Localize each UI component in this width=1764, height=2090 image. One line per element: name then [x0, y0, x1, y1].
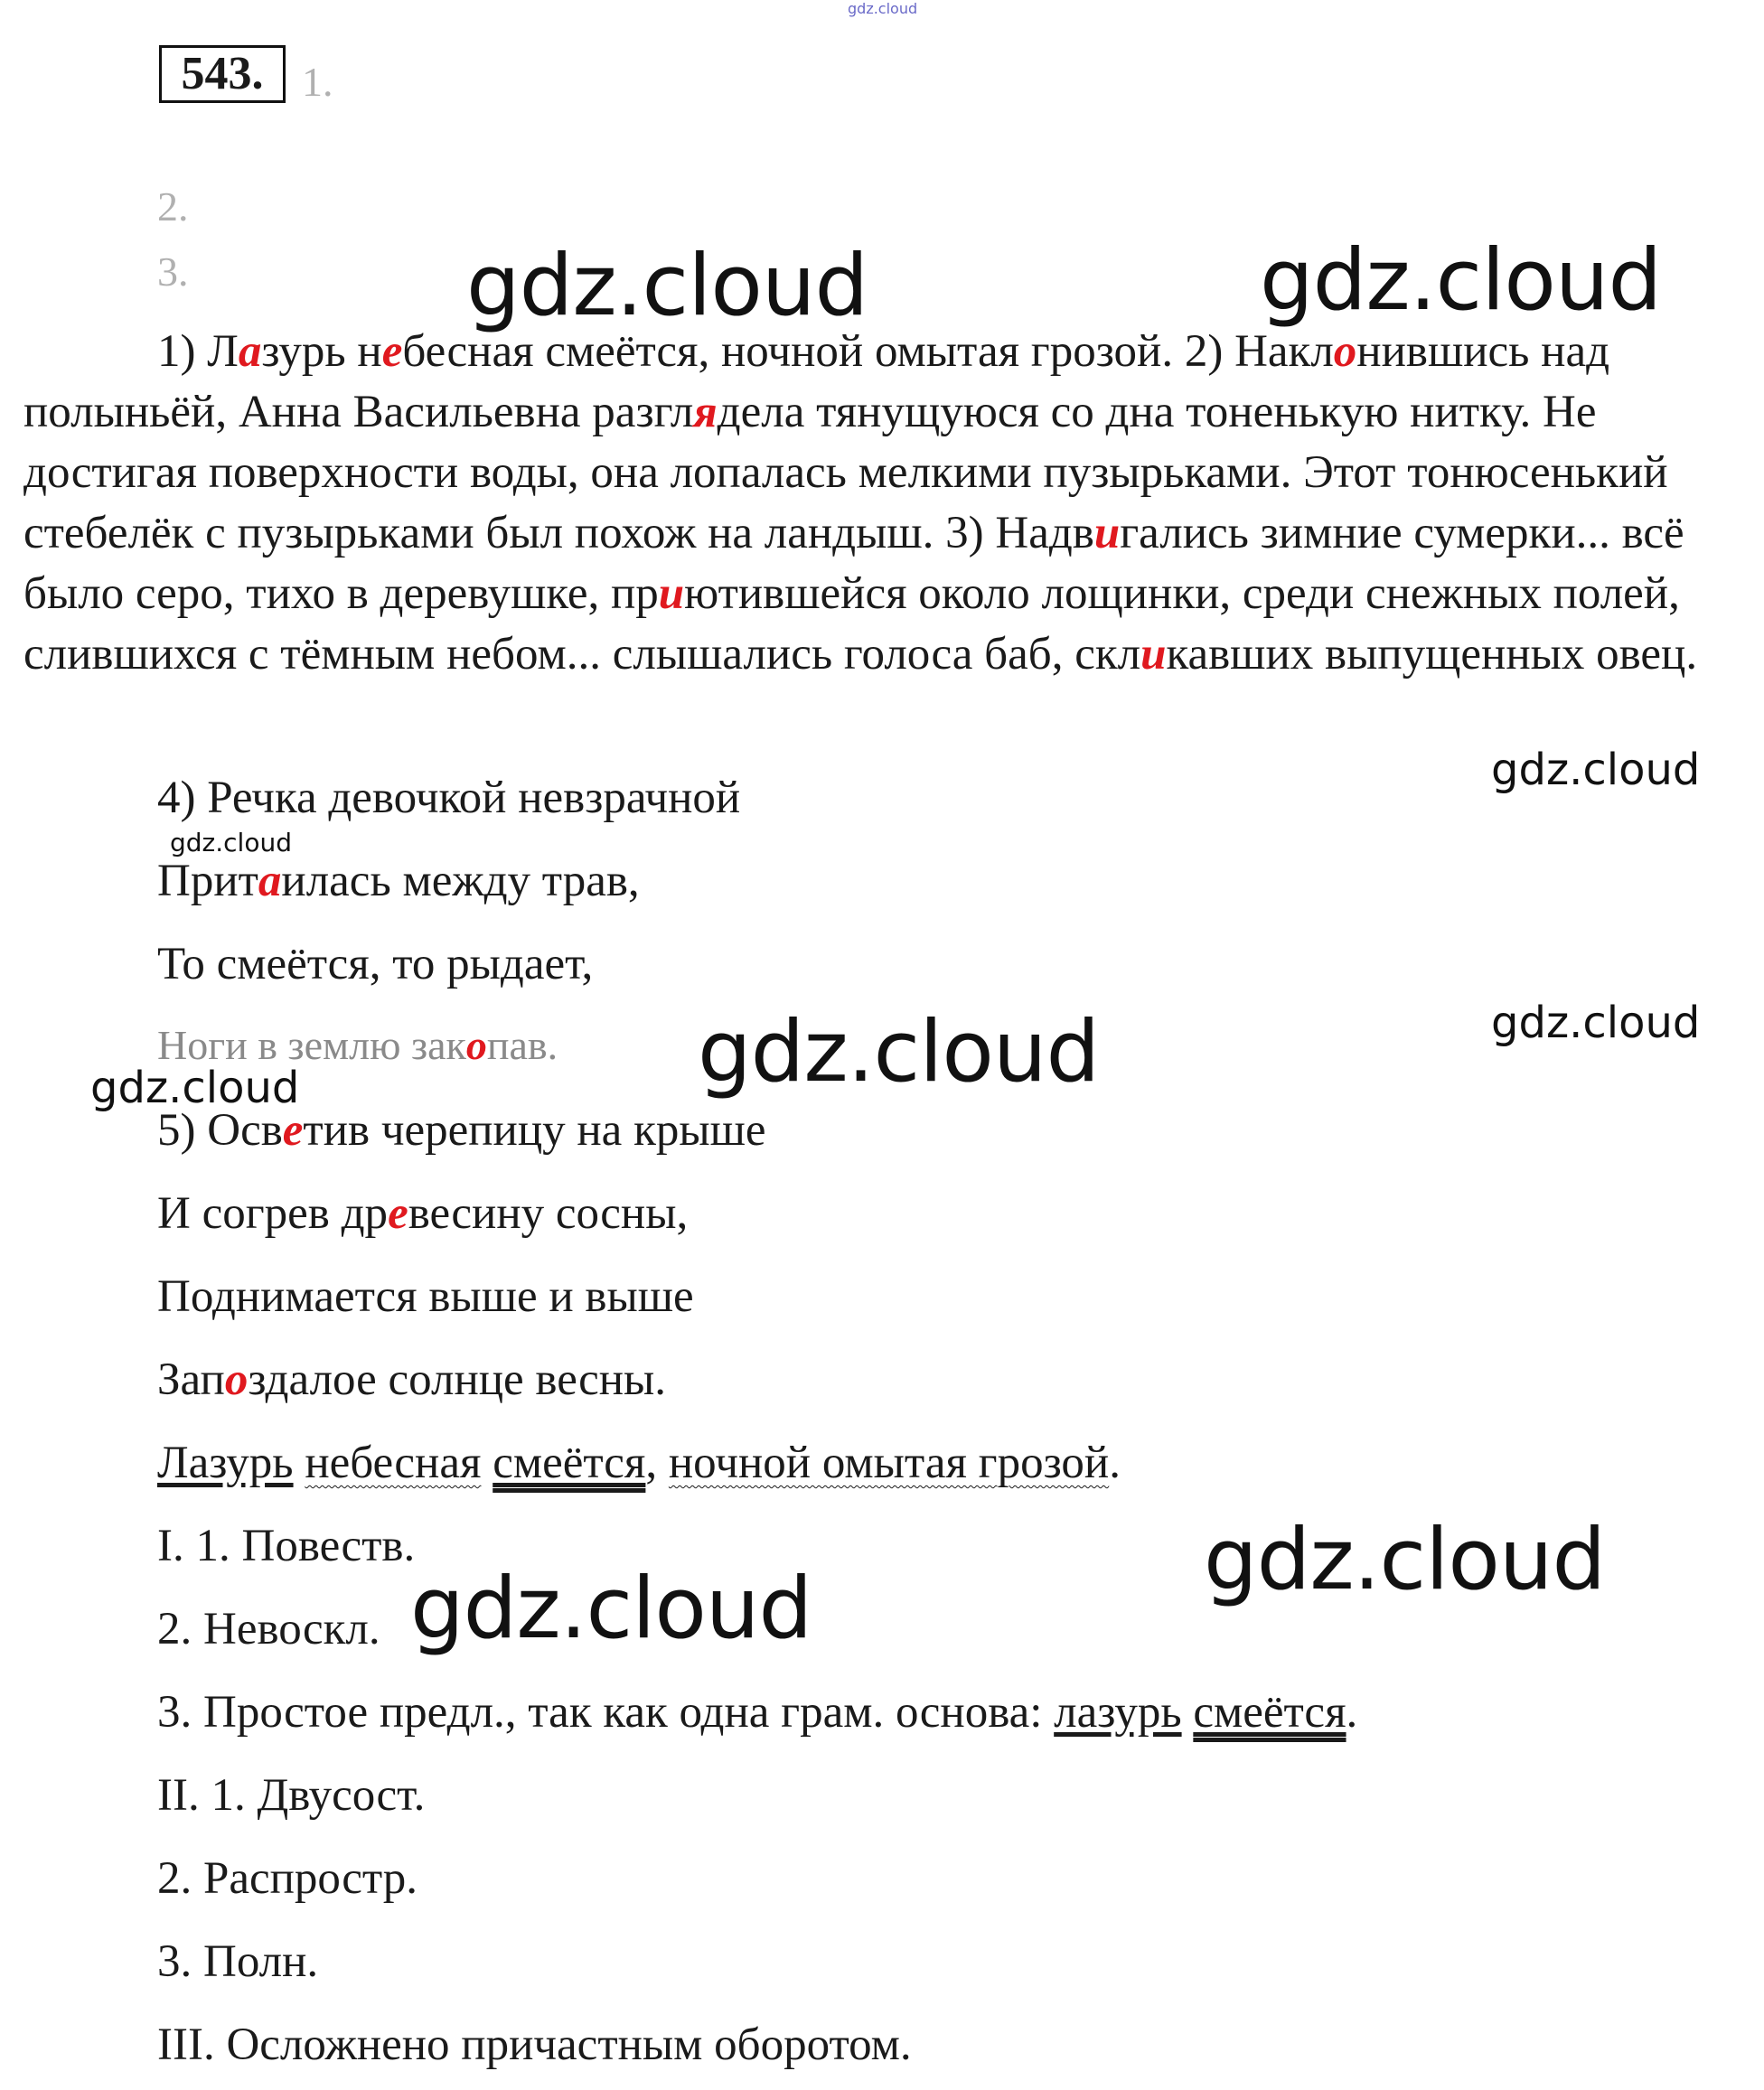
- poem1-line1: 4) Речка девочкой невзрачной: [157, 773, 741, 823]
- analysis-ii2: 2. Распростр.: [157, 1853, 418, 1904]
- analysis-i1: I. 1. Повеств.: [157, 1521, 416, 1571]
- poem2-line1: 5) Осветив черепицу на крыше: [157, 1105, 766, 1156]
- list-number-2: 2.: [157, 183, 189, 230]
- list-number-3: 3.: [157, 248, 189, 295]
- analysis-sentence: Лазурь небесная смеётся, ночной омытая грозой.: [157, 1438, 1121, 1488]
- poem2-line4: Запоздалое солнце весны.: [157, 1354, 667, 1405]
- watermark: gdz.cloud: [1491, 998, 1701, 1048]
- watermark: gdz.cloud: [1204, 1511, 1606, 1609]
- analysis-i2: 2. Невоскл.: [157, 1604, 380, 1654]
- poem1-line3: То смеётся, то рыдает,: [157, 939, 594, 989]
- poem1-line2: Притаилась между трав,: [157, 856, 640, 906]
- watermark: gdz.cloud: [1491, 745, 1701, 795]
- watermark: gdz.cloud: [1260, 231, 1662, 330]
- analysis-i3: 3. Простое предл., так как одна грам. основа: лазурь смеётся.: [157, 1687, 1358, 1738]
- analysis-ii3: 3. Полн.: [157, 1936, 319, 1987]
- poem2-line2: И согрев древесину сосны,: [157, 1188, 689, 1239]
- analysis-iii: III. Осложнено причастным оборотом.: [157, 2020, 912, 2070]
- poem1-line4: Ноги в землю закопав.: [157, 1022, 558, 1068]
- task-number: 543.: [159, 45, 286, 103]
- analysis-ii1: II. 1. Двусост.: [157, 1770, 426, 1821]
- list-number-1: 1.: [302, 59, 333, 105]
- poem2-line3: Поднимается выше и выше: [157, 1271, 694, 1322]
- watermark-top: gdz.cloud: [848, 0, 918, 17]
- watermark: gdz.cloud: [698, 1003, 1100, 1101]
- watermark: gdz.cloud: [90, 1063, 300, 1113]
- watermark: gdz.cloud: [466, 237, 868, 335]
- main-paragraph: 1) Лазурь небесная смеётся, ночной омытая грозой. 2) Наклонившись над полыньёй, Анна Васильевна разглядела тянущуюся со дна тоненькую нитку. Не достигая поверхности воды, она лопалась мелкими пузырьками. Этот тонюсенький стебелёк с пузырьками был похож на ландыш. 3) Надвигались зимние сумерки... всё было серо, тихо в деревушке, приютившейся около лощинки, среди снежных полей, слившихся с тёмным небом... слышались голоса баб, скликавших выпущенных овец.: [23, 326, 1698, 679]
- watermark: gdz.cloud: [410, 1560, 812, 1658]
- watermark: gdz.cloud: [170, 828, 292, 858]
